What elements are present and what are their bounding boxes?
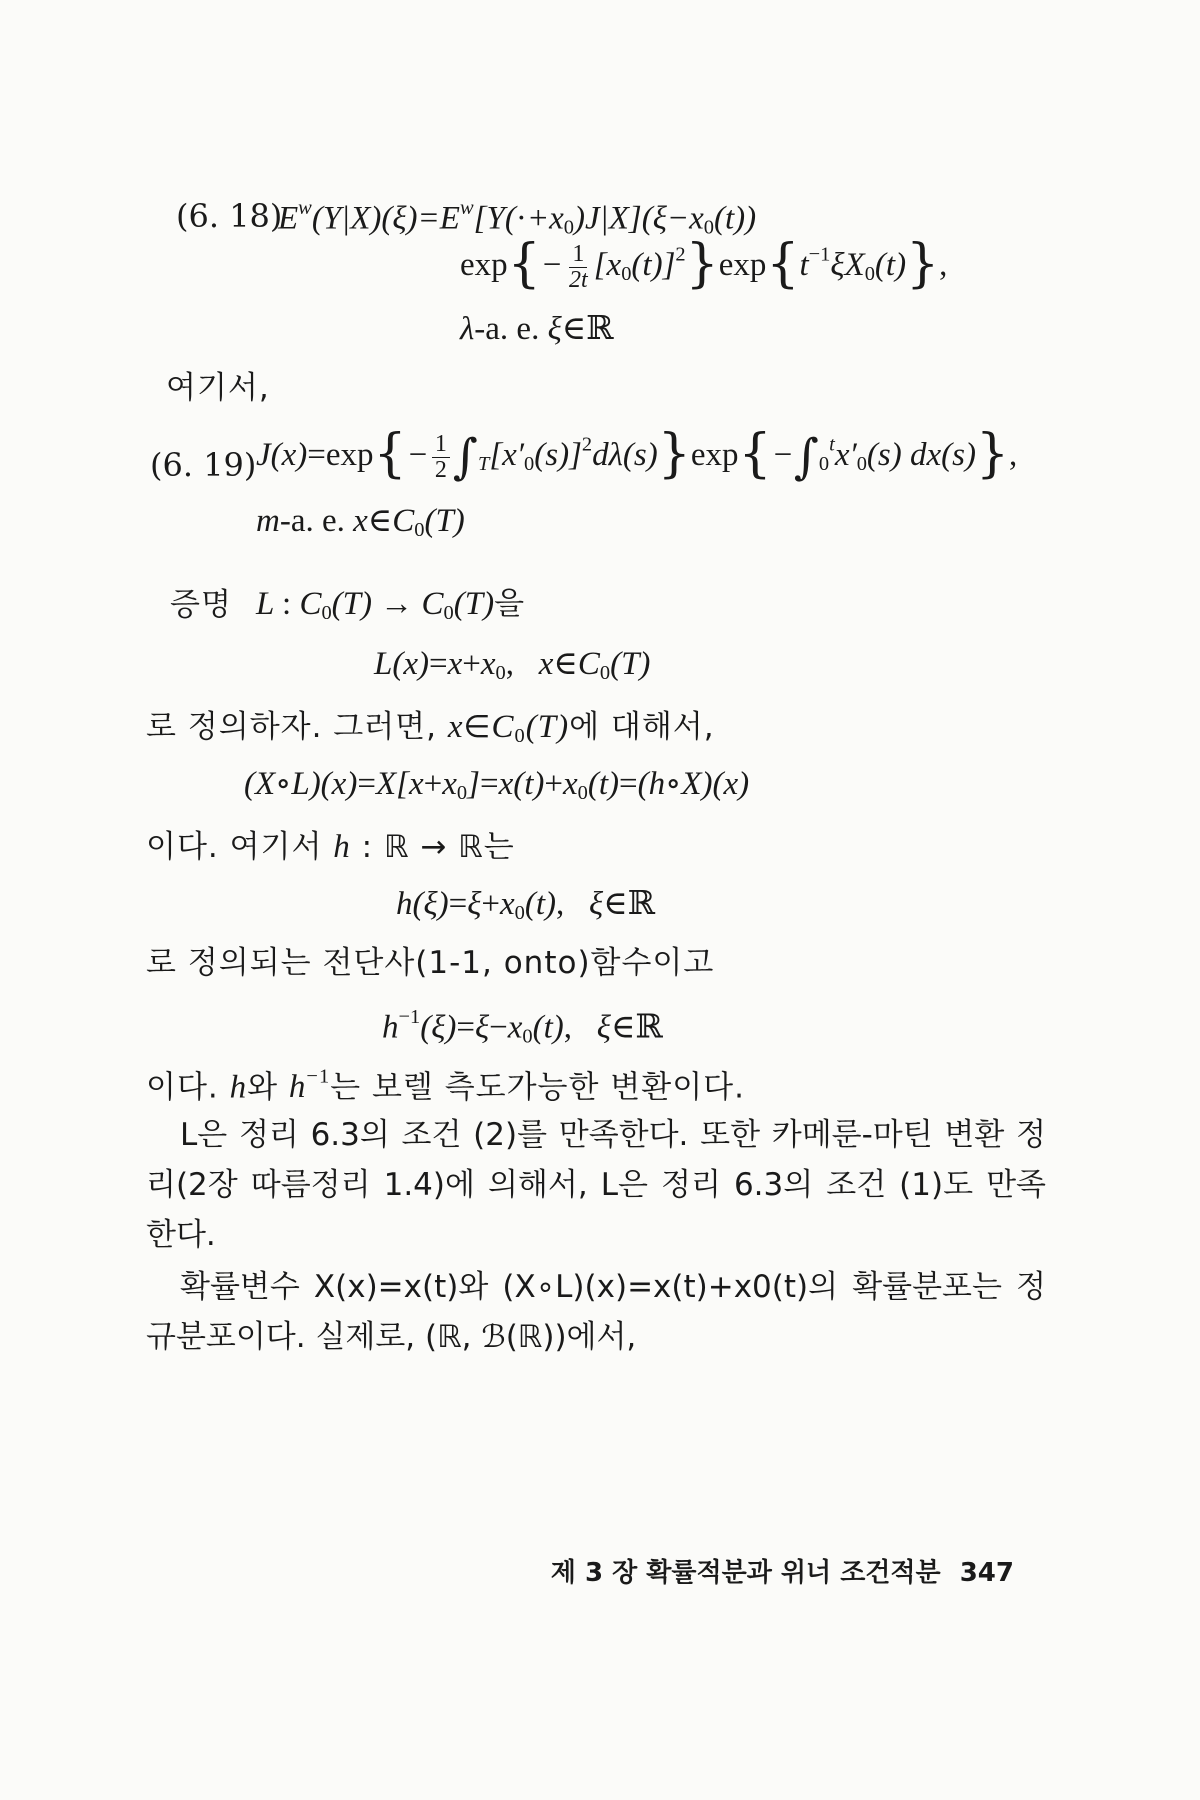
proof-line-bijection: 로 정의되는 전단사(1-1, onto)함수이고 bbox=[146, 945, 715, 981]
proof-h-inverse-definition: $h^{-1}(\xi)=\xi-x_0(t)$, ξ∈ℝ bbox=[382, 1006, 663, 1048]
proof-h-definition: $h(\xi)=\xi+x_0(t)$, ξ∈ℝ bbox=[396, 886, 656, 925]
text-yeogiseo: 여기서, bbox=[166, 370, 270, 406]
equation-6-18-line1: $E^w(Y|X)(\xi)=E^w[Y(\cdot+x_0)J|X](\xi-x_0(t))$ bbox=[278, 197, 757, 239]
proof-L-definition: $L(x)=x+x_0$, $x\in C_0(T)$ bbox=[374, 646, 651, 685]
proof-line-define: 로 정의하자. 그러면, $x\in C_0(T)$에 대해서, bbox=[146, 709, 715, 748]
proof-label: 증명 bbox=[170, 587, 232, 623]
equation-6-19-line1: J(x)=exp{− $\frac{1}{2}$ $\int_T[x'_0(s)]^2d\lambda(s)\}\exp\{-\int_0^tx'_0(s)$ dx(s)}, bbox=[256, 424, 1018, 485]
equation-number-6-19: (6. 19) bbox=[150, 446, 257, 484]
footer-chapter: 제 3 장 확률적분과 위너 조건적분 bbox=[550, 1558, 941, 1588]
paragraph-text: 확률변수 X(x)=x(t)와 (X∘L)(x)=x(t)+x0(t)의 확률분포는 정규분포이다. 실제로, (ℝ, ℬ(ℝ))에서, bbox=[146, 1269, 1046, 1355]
equation-6-18-line2: exp{− $\frac{1}{2t}$ $[x_0(t)]^2\}\exp\{t^{-1}\xi X_0(t)\}$, bbox=[460, 234, 948, 294]
equation-number-6-18: (6. 18) bbox=[176, 197, 283, 235]
running-footer bbox=[551, 1552, 1014, 1589]
page-number: 347 bbox=[959, 1558, 1014, 1588]
proof-map-definition: L : $C_0(T) \to C_0(T)$을 bbox=[256, 586, 526, 625]
equation-6-19-condition: m-a. e. $x\in C_0(T)$ bbox=[256, 503, 465, 542]
proof-line-h: 이다. 여기서 h : ℝ → ℝ는 bbox=[146, 829, 515, 865]
proof-paragraph-normal bbox=[146, 1262, 1046, 1362]
proof-paragraph-theorem bbox=[146, 1110, 1046, 1260]
equation-6-18-condition: λ-a. e. ξ∈ℝ bbox=[460, 311, 614, 347]
proof-line-borel: 이다. h와 $h^{-1}$는 보렐 측도가능한 변환이다. bbox=[146, 1066, 745, 1106]
paragraph-text: L은 정리 6.3의 조건 (2)를 만족한다. 또한 카메룬-마틴 변환 정리(2장 따름정리 1.4)에 의해서, L은 정리 6.3의 조건 (1)도 만족한다. bbox=[146, 1117, 1046, 1253]
proof-composition: $(X\circ L)(x)=X[x+x_0]=x(t)+x_0(t)=(h\circ X)(x)$ bbox=[244, 766, 750, 805]
